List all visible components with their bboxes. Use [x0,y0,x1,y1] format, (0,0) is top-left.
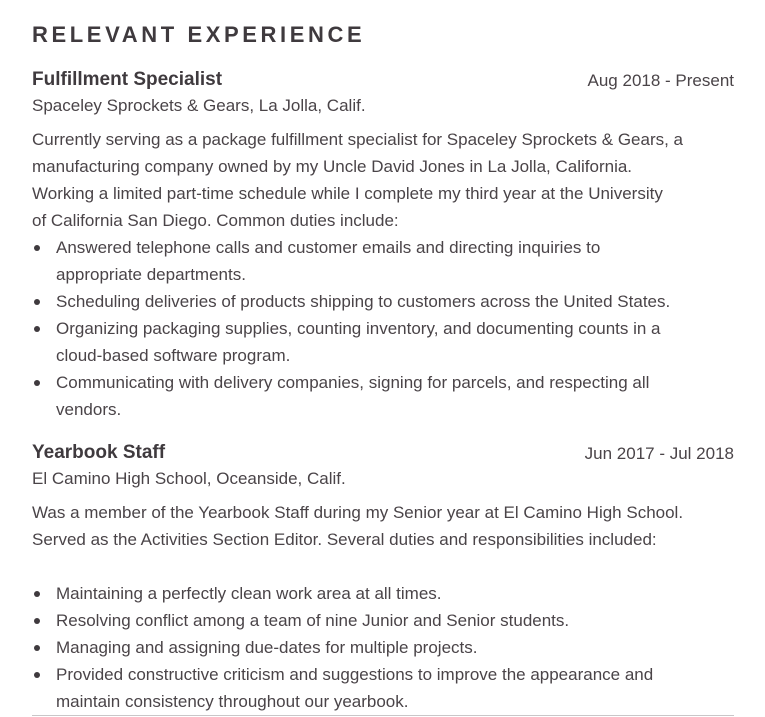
bullet-icon [34,299,40,305]
job-organization: Spaceley Sprockets & Gears, La Jolla, Calif. [32,96,366,115]
list-item-text: cloud-based software program. [56,346,291,365]
list-item [32,580,734,607]
job-title: Fulfillment Specialist [32,69,223,90]
job-header [32,67,734,93]
blank-line [32,553,734,580]
list-item-text: Scheduling deliveries of products shipping to customers across the United States. [56,292,671,311]
description-line: of California San Diego. Common duties include: [32,211,399,230]
bullet-icon [34,618,40,624]
list-item-text: maintain consistency throughout our yearbook. [56,692,409,711]
job-entry-fulfillment-specialist [32,67,734,423]
bullet-icon [34,380,40,386]
job-description [32,126,734,423]
list-item-text: Answered telephone calls and customer emails and directing inquiries to [56,238,601,257]
duties-list [32,234,734,423]
list-item [32,234,734,288]
job-title: Yearbook Staff [32,442,166,463]
list-item [32,634,734,661]
list-item-text: appropriate departments. [56,265,246,284]
job-entry-yearbook-staff [32,440,734,715]
description-line: Currently serving as a package fulfillment specialist for Spaceley Sprockets & Gears, a [32,130,684,149]
job-dates: Jun 2017 - Jul 2018 [584,444,734,463]
section-divider [32,715,734,716]
list-item-text: Provided constructive criticism and suggestions to improve the appearance and [56,665,654,684]
list-item [32,661,734,715]
description-line: Was a member of the Yearbook Staff during my Senior year at El Camino High School. [32,503,684,522]
list-item [32,369,734,423]
job-description [32,499,734,715]
bullet-icon [34,245,40,251]
job-header [32,440,734,466]
list-item-text: Organizing packaging supplies, counting inventory, and documenting counts in a [56,319,661,338]
job-dates: Aug 2018 - Present [587,71,734,90]
list-item-text: vendors. [56,400,122,419]
list-item [32,315,734,369]
list-item-text: Maintaining a perfectly clean work area at all times. [56,584,442,603]
bullet-icon [34,591,40,597]
job-organization: El Camino High School, Oceanside, Calif. [32,469,346,488]
description-line: Served as the Activities Section Editor. Several duties and responsibilities included: [32,530,657,549]
list-item [32,607,734,634]
list-item-text: Resolving conflict among a team of nine Junior and Senior students. [56,611,570,630]
bullet-icon [34,672,40,678]
description-line: manufacturing company owned by my Uncle David Jones in La Jolla, California. [32,157,633,176]
list-item [32,288,734,315]
section-title: RELEVANT EXPERIENCE [32,22,366,47]
list-item-text: Managing and assigning due-dates for multiple projects. [56,638,478,657]
bullet-icon [34,326,40,332]
list-item-text: Communicating with delivery companies, signing for parcels, and respecting all [56,373,650,392]
duties-list [32,580,734,715]
bullet-icon [34,645,40,651]
description-line: Working a limited part-time schedule while I complete my third year at the University [32,184,663,203]
